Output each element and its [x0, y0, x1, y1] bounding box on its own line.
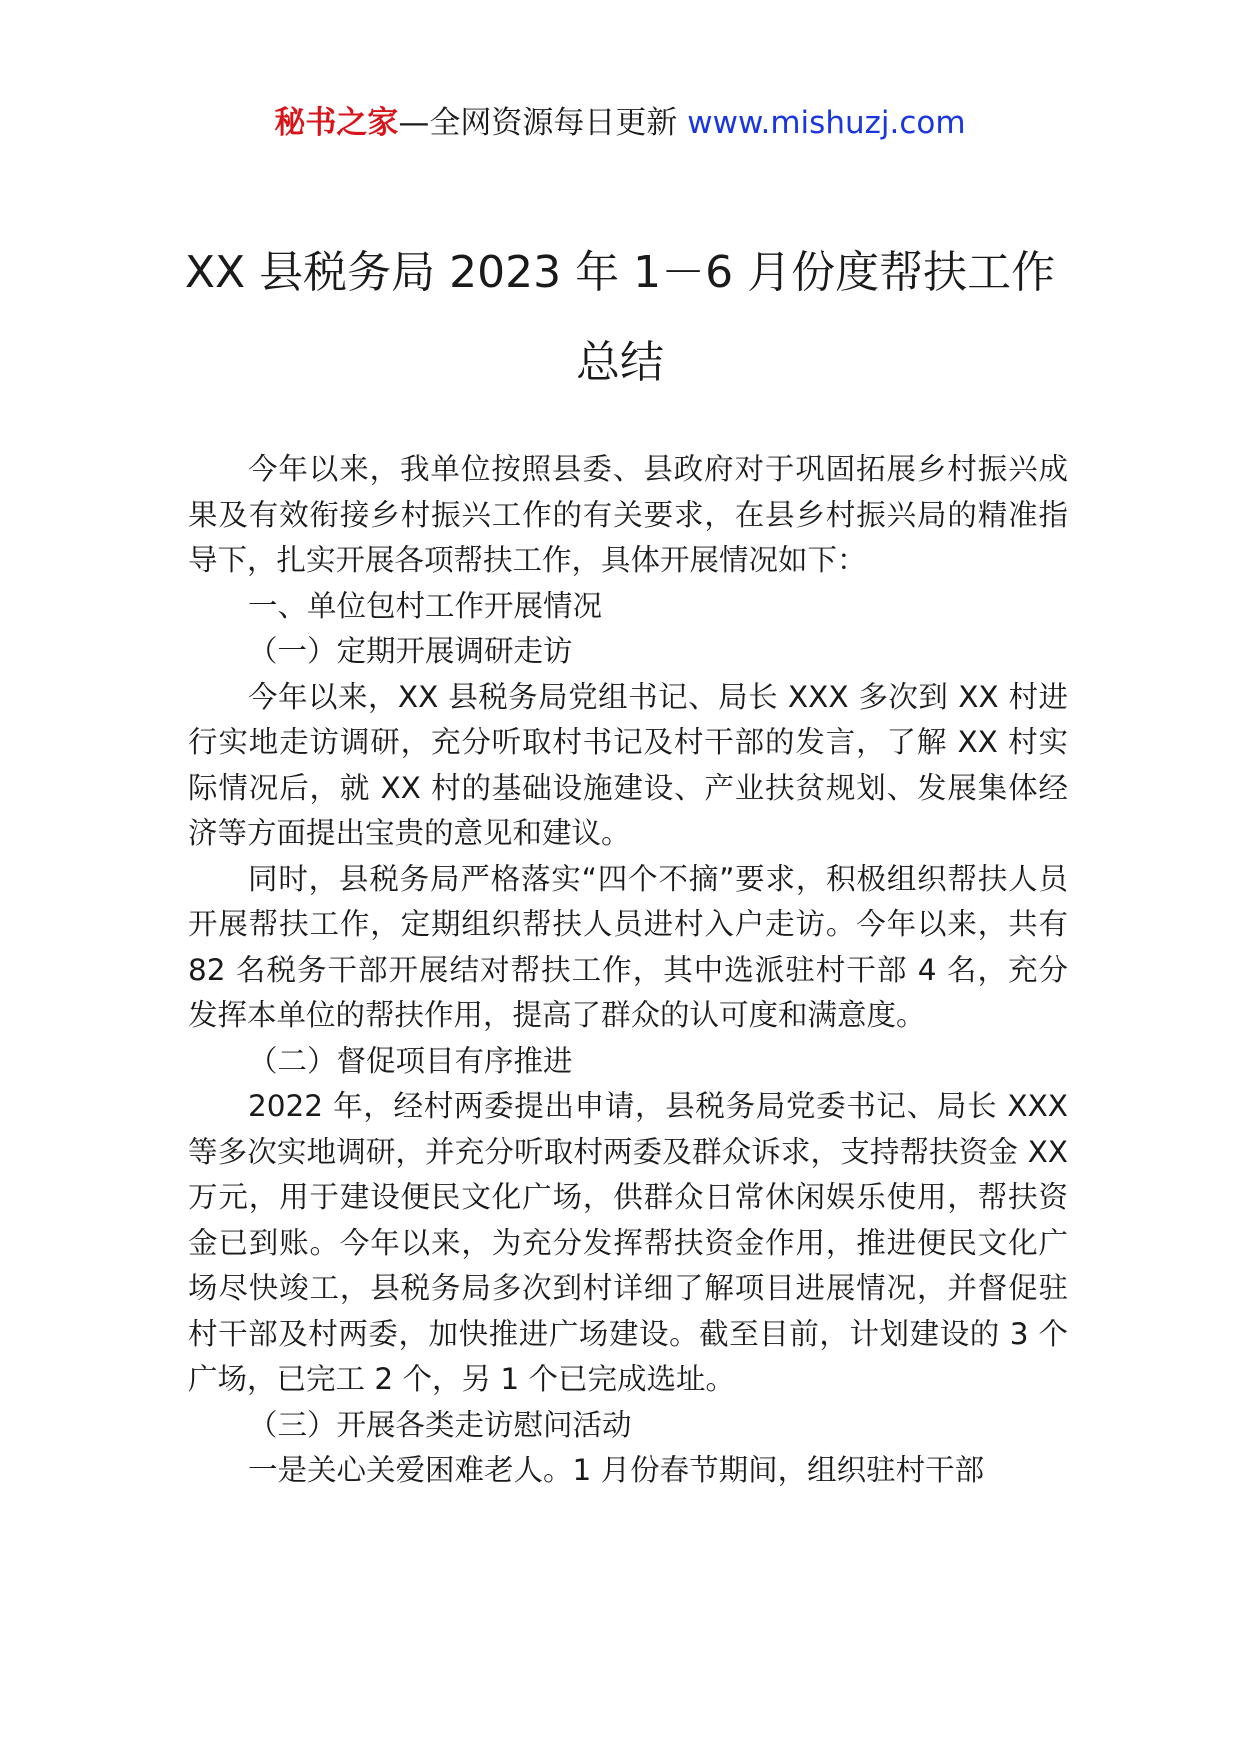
document-title-line-1: XX 县税务局 2023 年 1－6 月份度帮扶工作	[184, 247, 1056, 298]
body-paragraph: 同时，县税务局严格落实“四个不摘”要求，积极组织帮扶人员开展帮扶工作，定期组织帮扶人员进村入户走访。今年以来，共有 82 名税务干部开展结对帮扶工作，其中选派驻村干部 4 名，充分发挥本单位的帮扶作用，提高了群众的认可度和满意度。	[188, 861, 1068, 1032]
document-title-line-2: 总结	[576, 337, 664, 388]
site-url-link[interactable]: www.mishuzj.com	[687, 105, 966, 141]
subsection-heading-3: （三）开展各类走访慰问活动	[248, 1407, 632, 1442]
site-tagline: —全网资源每日更新	[398, 105, 678, 141]
section-heading-1: 一、单位包村工作开展情况	[248, 588, 603, 623]
body-paragraph: 今年以来，XX 县税务局党组书记、局长 XXX 多次到 XX 村进行实地走访调研，充分听取村书记及村干部的发言，了解 XX 村实际情况后，就 XX 村的基础设施建设、产业扶贫规划、发展集体经济等方面提出宝贵的意见和建议。	[188, 679, 1068, 850]
site-header	[0, 100, 1240, 146]
document-body	[188, 447, 1068, 1494]
body-paragraph: 一是关心关爱困难老人。1 月份春节期间，组织驻村干部	[248, 1453, 985, 1487]
site-brand: 秘书之家	[274, 105, 399, 141]
subsection-heading-2: （二）督促项目有序推进	[248, 1043, 573, 1078]
intro-paragraph: 今年以来，我单位按照县委、县政府对于巩固拓展乡村振兴成果及有效衔接乡村振兴工作的有关要求，在县乡村振兴局的精准指导下，扎实开展各项帮扶工作，具体开展情况如下：	[188, 452, 1068, 577]
body-paragraph: 2022 年，经村两委提出申请，县税务局党委书记、局长 XXX 等多次实地调研，并充分听取村两委及群众诉求，支持帮扶资金 XX 万元，用于建设便民文化广场，供群众日常休闲娱乐使用，帮扶资金已到账。今年以来，为充分发挥帮扶资金作用，推进便民文化广场尽快竣工，县税务局多次到村详细了解项目进展情况，并督促驻村干部及村两委，加快推进广场建设。截至目前，计划建设的 3 个广场，已完工 2 个，另 1 个已完成选址。	[188, 1089, 1068, 1396]
subsection-heading-1: （一）定期开展调研走访	[248, 634, 573, 668]
document-title	[160, 228, 1080, 408]
